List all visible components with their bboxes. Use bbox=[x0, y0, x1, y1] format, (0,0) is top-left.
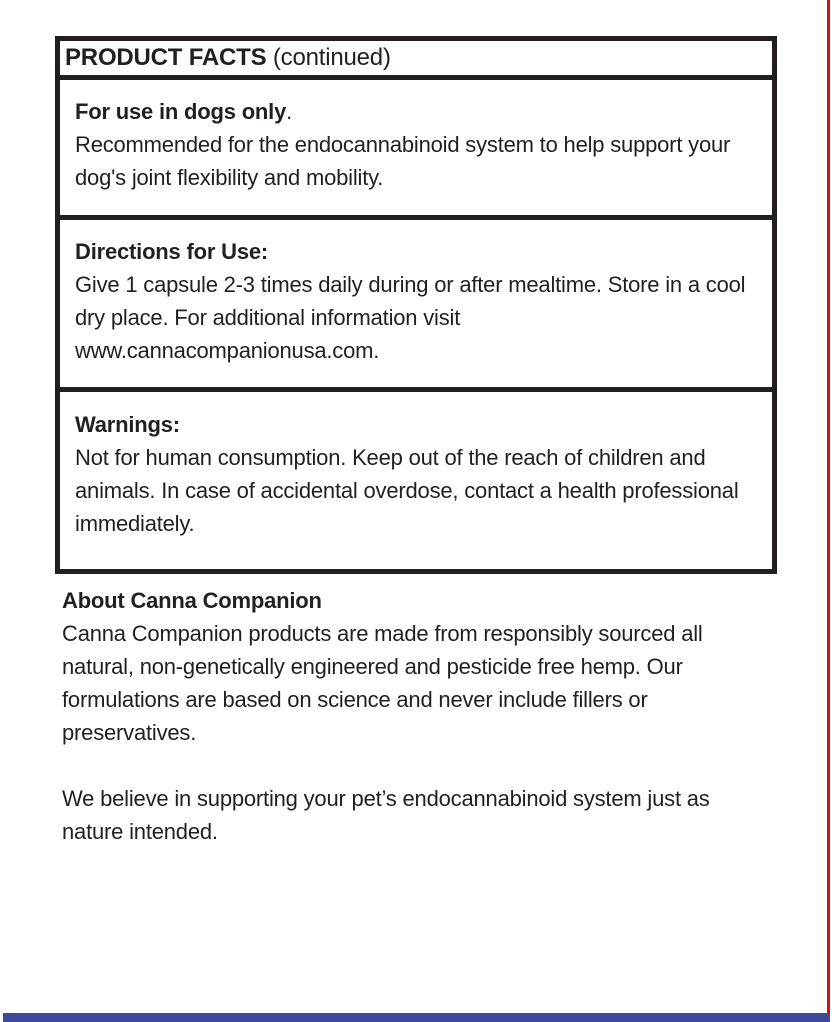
product-facts-title bbox=[60, 41, 772, 80]
section-warnings-body: Not for human consumption. Keep out of the reach of children and animals. In case of accidental overdose, contact a health professional immediately. bbox=[75, 445, 739, 536]
about-section bbox=[62, 584, 770, 848]
product-facts-title-continued: (continued) bbox=[266, 44, 391, 71]
section-warnings-heading-text: Warnings: bbox=[75, 412, 180, 437]
about-paragraph-1: Canna Companion products are made from responsibly sourced all natural, non-genetically engineered and pesticide free hemp. Our formulations are based on science and never include fillers or preservatives. bbox=[62, 621, 703, 745]
section-for-use-heading-text: For use in dogs only bbox=[75, 99, 287, 124]
section-directions-heading-text: Directions for Use: bbox=[75, 239, 269, 264]
section-warnings bbox=[60, 387, 772, 569]
red-accent-line bbox=[827, 0, 830, 1013]
section-for-use-heading bbox=[75, 95, 760, 128]
about-paragraph-2: We believe in supporting your pet’s endocannabinoid system just as nature intended. bbox=[62, 786, 710, 844]
section-directions bbox=[60, 215, 772, 387]
section-for-use-body: Recommended for the endocannabinoid system to help support your dog's joint flexibility and mobility. bbox=[75, 132, 731, 190]
section-for-use-heading-suffix: . bbox=[286, 99, 293, 124]
blue-footer-bar bbox=[3, 1013, 830, 1022]
section-directions-heading bbox=[75, 235, 760, 268]
about-heading: About Canna Companion bbox=[62, 588, 322, 613]
section-warnings-heading bbox=[75, 408, 760, 441]
section-for-use bbox=[60, 80, 772, 215]
section-directions-body: Give 1 capsule 2-3 times daily during or after mealtime. Store in a cool dry place. For additional information visit www.cannacompanionusa.com. bbox=[75, 272, 746, 363]
product-facts-box bbox=[55, 36, 777, 574]
product-facts-title-bold: PRODUCT FACTS bbox=[65, 44, 267, 71]
